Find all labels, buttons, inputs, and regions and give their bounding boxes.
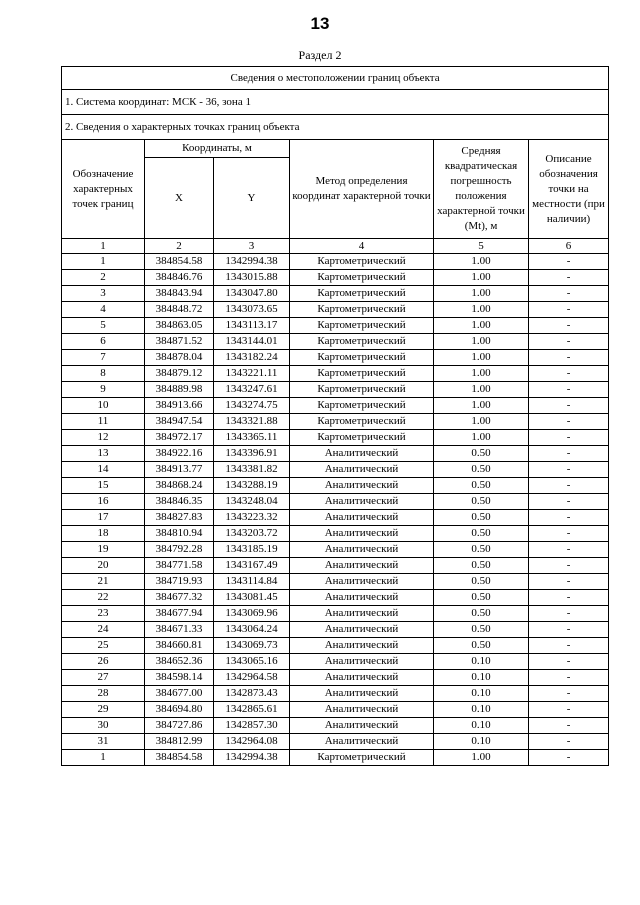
cell-description: - [529,718,609,734]
cell-error: 0.50 [434,622,529,638]
section-title: Раздел 2 [298,48,342,62]
cell-point-number: 28 [62,686,145,702]
column-number-row [62,239,609,254]
cell-error: 0.50 [434,574,529,590]
table-row [62,366,609,382]
cell-y: 1343288.19 [214,478,290,494]
table-title-row [62,67,609,90]
table-row [62,334,609,350]
cell-method: Аналитический [290,686,434,702]
cell-x: 384972.17 [145,430,214,446]
table-row [62,686,609,702]
header-y: Y [214,158,290,239]
cell-description: - [529,414,609,430]
cell-y: 1342994.38 [214,254,290,270]
cell-error: 1.00 [434,398,529,414]
cell-error: 0.10 [434,654,529,670]
table-row [62,478,609,494]
cell-point-number: 31 [62,734,145,750]
cell-description: - [529,430,609,446]
cell-method: Картометрический [290,414,434,430]
header-row-1 [62,140,609,158]
table-row [62,622,609,638]
cell-point-number: 2 [62,270,145,286]
cell-y: 1343365.11 [214,430,290,446]
table-row [62,750,609,766]
boundary-points-table [61,66,609,766]
cell-y: 1343113.17 [214,318,290,334]
table-row [62,510,609,526]
cell-x: 384878.04 [145,350,214,366]
cell-x: 384843.94 [145,286,214,302]
cell-method: Аналитический [290,670,434,686]
cell-description: - [529,670,609,686]
cell-description: - [529,446,609,462]
cell-description: - [529,494,609,510]
cell-point-number: 13 [62,446,145,462]
cell-point-number: 19 [62,542,145,558]
cell-y: 1343321.88 [214,414,290,430]
cell-point-number: 10 [62,398,145,414]
table-row [62,734,609,750]
table-row [62,702,609,718]
cell-x: 384854.58 [145,254,214,270]
cell-description: - [529,270,609,286]
cell-point-number: 11 [62,414,145,430]
cell-y: 1343047.80 [214,286,290,302]
table-row [62,670,609,686]
cell-x: 384719.93 [145,574,214,590]
table-row [62,302,609,318]
coord-system-row [62,90,609,115]
header-error: Средняя квадратическая погрешность положения характерной точки (Mt), м [434,140,529,239]
cell-point-number: 23 [62,606,145,622]
cell-method: Картометрический [290,350,434,366]
cell-x: 384771.58 [145,558,214,574]
cell-point-number: 17 [62,510,145,526]
points-heading-row [62,115,609,140]
cell-description: - [529,382,609,398]
cell-x: 384660.81 [145,638,214,654]
cell-x: 384671.33 [145,622,214,638]
cell-method: Аналитический [290,462,434,478]
cell-description: - [529,302,609,318]
cell-error: 1.00 [434,750,529,766]
cell-y: 1342865.61 [214,702,290,718]
cell-point-number: 6 [62,334,145,350]
cell-error: 0.50 [434,558,529,574]
cell-method: Картометрический [290,366,434,382]
cell-description: - [529,734,609,750]
cell-method: Аналитический [290,558,434,574]
cell-description: - [529,750,609,766]
cell-x: 384846.76 [145,270,214,286]
header-description: Описание обозначения точки на местности (при наличии) [529,140,609,239]
cell-description: - [529,334,609,350]
cell-x: 384677.32 [145,590,214,606]
cell-error: 0.10 [434,734,529,750]
cell-y: 1342964.58 [214,670,290,686]
cell-y: 1342857.30 [214,718,290,734]
cell-error: 1.00 [434,286,529,302]
table-row [62,254,609,270]
cell-point-number: 26 [62,654,145,670]
table-row [62,606,609,622]
cell-y: 1343221.11 [214,366,290,382]
cell-x: 384677.00 [145,686,214,702]
cell-error: 0.50 [434,494,529,510]
table-row [62,430,609,446]
column-number: 3 [214,239,290,254]
cell-point-number: 8 [62,366,145,382]
column-number: 4 [290,239,434,254]
column-number: 5 [434,239,529,254]
coord-system-label: 1. Система координат: МСК - 36, зона 1 [62,90,609,115]
header-coords: Координаты, м [145,140,290,158]
cell-y: 1343396.91 [214,446,290,462]
cell-error: 0.50 [434,606,529,622]
table-title: Сведения о местоположении границ объекта [62,67,609,90]
cell-x: 384868.24 [145,478,214,494]
cell-method: Картометрический [290,750,434,766]
cell-error: 1.00 [434,334,529,350]
cell-y: 1343065.16 [214,654,290,670]
cell-method: Картометрический [290,286,434,302]
cell-x: 384810.94 [145,526,214,542]
table-row [62,494,609,510]
cell-y: 1343114.84 [214,574,290,590]
cell-description: - [529,574,609,590]
cell-x: 384879.12 [145,366,214,382]
cell-x: 384848.72 [145,302,214,318]
cell-y: 1343015.88 [214,270,290,286]
table-row [62,462,609,478]
cell-method: Картометрический [290,398,434,414]
cell-error: 1.00 [434,350,529,366]
cell-error: 0.50 [434,478,529,494]
cell-y: 1342964.08 [214,734,290,750]
cell-method: Аналитический [290,478,434,494]
cell-y: 1343064.24 [214,622,290,638]
cell-x: 384913.77 [145,462,214,478]
cell-point-number: 29 [62,702,145,718]
cell-description: - [529,478,609,494]
table-row [62,398,609,414]
cell-error: 1.00 [434,270,529,286]
cell-description: - [529,526,609,542]
cell-x: 384846.35 [145,494,214,510]
cell-description: - [529,542,609,558]
table-row [62,638,609,654]
cell-error: 0.50 [434,638,529,654]
table-row [62,286,609,302]
cell-y: 1343223.32 [214,510,290,526]
cell-x: 384727.86 [145,718,214,734]
cell-point-number: 15 [62,478,145,494]
cell-y: 1342994.38 [214,750,290,766]
cell-point-number: 9 [62,382,145,398]
cell-point-number: 1 [62,750,145,766]
page-number: 13 [310,14,330,33]
cell-method: Картометрический [290,382,434,398]
cell-method: Аналитический [290,734,434,750]
cell-point-number: 5 [62,318,145,334]
cell-error: 0.50 [434,462,529,478]
cell-y: 1343081.45 [214,590,290,606]
cell-x: 384947.54 [145,414,214,430]
cell-point-number: 25 [62,638,145,654]
points-heading: 2. Сведения о характерных точках границ объекта [62,115,609,140]
cell-x: 384677.94 [145,606,214,622]
cell-method: Аналитический [290,590,434,606]
cell-error: 0.10 [434,718,529,734]
cell-description: - [529,686,609,702]
cell-error: 1.00 [434,254,529,270]
table-row [62,590,609,606]
header-point: Обозначение характерных точек границ [62,140,145,239]
cell-point-number: 20 [62,558,145,574]
table-row [62,318,609,334]
cell-description: - [529,366,609,382]
cell-point-number: 22 [62,590,145,606]
cell-error: 1.00 [434,302,529,318]
cell-description: - [529,462,609,478]
cell-point-number: 30 [62,718,145,734]
cell-y: 1343248.04 [214,494,290,510]
cell-method: Аналитический [290,654,434,670]
column-number: 1 [62,239,145,254]
cell-error: 0.10 [434,686,529,702]
table-row [62,574,609,590]
cell-point-number: 12 [62,430,145,446]
cell-x: 384922.16 [145,446,214,462]
cell-x: 384863.05 [145,318,214,334]
cell-description: - [529,318,609,334]
cell-error: 0.10 [434,670,529,686]
cell-point-number: 4 [62,302,145,318]
cell-error: 1.00 [434,414,529,430]
column-number: 2 [145,239,214,254]
cell-y: 1343381.82 [214,462,290,478]
cell-y: 1343274.75 [214,398,290,414]
cell-error: 1.00 [434,382,529,398]
cell-method: Аналитический [290,606,434,622]
cell-y: 1343247.61 [214,382,290,398]
cell-method: Аналитический [290,542,434,558]
cell-method: Аналитический [290,574,434,590]
cell-error: 0.50 [434,542,529,558]
cell-description: - [529,622,609,638]
table-row [62,414,609,430]
cell-error: 1.00 [434,318,529,334]
cell-description: - [529,398,609,414]
cell-method: Аналитический [290,702,434,718]
header-x: X [145,158,214,239]
cell-y: 1343073.65 [214,302,290,318]
cell-point-number: 24 [62,622,145,638]
cell-method: Аналитический [290,638,434,654]
column-number: 6 [529,239,609,254]
cell-method: Аналитический [290,510,434,526]
cell-error: 0.50 [434,510,529,526]
cell-description: - [529,350,609,366]
cell-error: 0.50 [434,590,529,606]
cell-error: 1.00 [434,430,529,446]
cell-point-number: 7 [62,350,145,366]
cell-method: Картометрический [290,318,434,334]
table-row [62,558,609,574]
table-row [62,446,609,462]
cell-description: - [529,654,609,670]
cell-description: - [529,510,609,526]
cell-y: 1343182.24 [214,350,290,366]
cell-method: Аналитический [290,718,434,734]
table-row [62,270,609,286]
cell-method: Аналитический [290,526,434,542]
cell-y: 1343144.01 [214,334,290,350]
cell-error: 0.50 [434,446,529,462]
cell-x: 384792.28 [145,542,214,558]
cell-method: Картометрический [290,270,434,286]
cell-error: 1.00 [434,366,529,382]
cell-description: - [529,638,609,654]
table-row [62,350,609,366]
header-method: Метод определения координат характерной точки [290,140,434,239]
cell-x: 384694.80 [145,702,214,718]
table-row [62,542,609,558]
cell-y: 1343185.19 [214,542,290,558]
cell-y: 1343203.72 [214,526,290,542]
cell-point-number: 3 [62,286,145,302]
cell-x: 384652.36 [145,654,214,670]
cell-error: 0.50 [434,526,529,542]
cell-point-number: 21 [62,574,145,590]
cell-method: Картометрический [290,254,434,270]
cell-description: - [529,590,609,606]
cell-point-number: 16 [62,494,145,510]
table-row [62,526,609,542]
cell-y: 1343069.96 [214,606,290,622]
cell-method: Картометрический [290,430,434,446]
cell-x: 384889.98 [145,382,214,398]
cell-description: - [529,558,609,574]
cell-x: 384913.66 [145,398,214,414]
table-row [62,654,609,670]
cell-description: - [529,254,609,270]
cell-point-number: 18 [62,526,145,542]
cell-x: 384871.52 [145,334,214,350]
cell-point-number: 14 [62,462,145,478]
cell-description: - [529,286,609,302]
table-row [62,382,609,398]
cell-method: Картометрический [290,334,434,350]
cell-method: Аналитический [290,622,434,638]
cell-method: Аналитический [290,446,434,462]
cell-description: - [529,606,609,622]
cell-point-number: 27 [62,670,145,686]
table-row [62,718,609,734]
cell-error: 0.10 [434,702,529,718]
cell-method: Картометрический [290,302,434,318]
cell-x: 384598.14 [145,670,214,686]
cell-x: 384854.58 [145,750,214,766]
cell-y: 1342873.43 [214,686,290,702]
cell-y: 1343167.49 [214,558,290,574]
cell-x: 384812.99 [145,734,214,750]
cell-x: 384827.83 [145,510,214,526]
cell-y: 1343069.73 [214,638,290,654]
cell-point-number: 1 [62,254,145,270]
cell-description: - [529,702,609,718]
cell-method: Аналитический [290,494,434,510]
